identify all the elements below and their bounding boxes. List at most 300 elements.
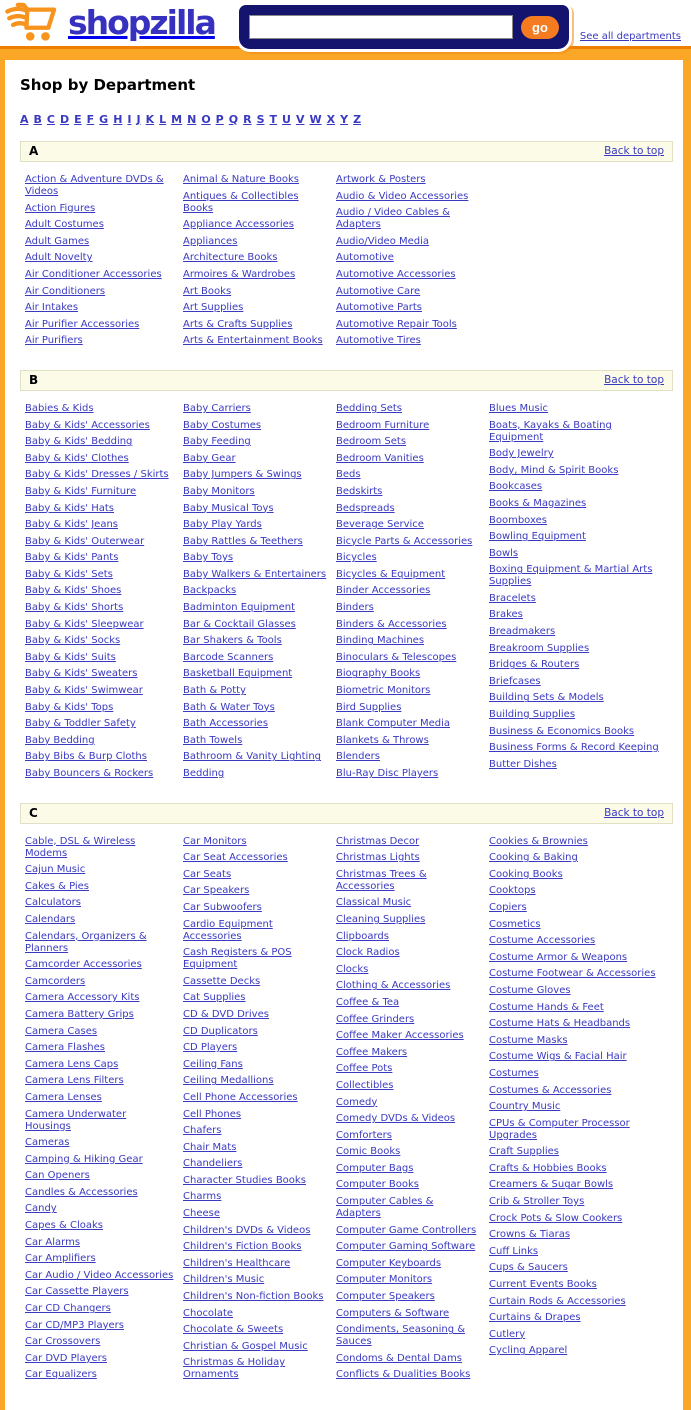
category-link[interactable]: Camera Lens Caps <box>25 1058 119 1070</box>
category-link[interactable]: Baby & Kids' Swimwear <box>25 685 143 697</box>
category-link[interactable]: Cable, DSL & Wireless Modems <box>25 835 136 859</box>
category-link[interactable]: Classical Music <box>336 897 412 909</box>
category-link[interactable]: Cooking Books <box>489 868 563 880</box>
category-link[interactable]: Baby Gear <box>183 452 236 464</box>
category-link[interactable]: Breakroom Supplies <box>489 642 590 654</box>
category-link[interactable]: Condiments, Seasoning & Sauces <box>336 1324 466 1348</box>
alphabet-link-R[interactable]: R <box>243 113 252 126</box>
alphabet-link-Q[interactable]: Q <box>228 113 239 126</box>
category-link[interactable]: Curtains & Drapes <box>489 1312 581 1324</box>
category-link[interactable]: Adult Novelty <box>25 252 93 264</box>
alphabet-link-M[interactable]: M <box>171 113 183 126</box>
category-link[interactable]: Audio & Video Accessories <box>336 190 469 202</box>
category-link[interactable]: Blank Computer Media <box>336 718 450 730</box>
category-link[interactable]: Camera Accessory Kits <box>25 992 140 1004</box>
category-link[interactable]: Chocolate <box>183 1307 234 1319</box>
section-columns <box>20 836 673 1386</box>
category-link[interactable]: Baby Musical Toys <box>183 502 274 514</box>
category-link[interactable]: Binding Machines <box>336 635 425 647</box>
category-link[interactable]: Crafts & Hobbies Books <box>489 1162 607 1174</box>
alphabet-link-P[interactable]: P <box>215 113 224 126</box>
alphabet-link-I[interactable]: I <box>127 113 132 126</box>
category-link[interactable]: Can Openers <box>25 1170 90 1182</box>
category-link[interactable]: Action Figures <box>25 202 96 214</box>
category-link[interactable]: Creamers & Sugar Bowls <box>489 1179 614 1191</box>
category-link[interactable]: Binders & Accessories <box>336 618 447 630</box>
category-link[interactable]: Cakes & Pies <box>25 880 90 892</box>
search-input[interactable] <box>249 15 513 39</box>
category-link[interactable]: Architecture Books <box>183 252 278 264</box>
category-link[interactable]: Camera Cases <box>25 1025 98 1037</box>
category-link[interactable]: Children's Music <box>183 1274 265 1286</box>
category-link[interactable]: Car CD Changers <box>25 1303 111 1315</box>
category-link[interactable]: Bath & Water Toys <box>183 701 275 713</box>
category-link[interactable]: Chair Mats <box>183 1141 237 1153</box>
category-link[interactable]: Books & Magazines <box>489 497 587 509</box>
category-link[interactable]: Car Seats <box>183 868 232 880</box>
category-link[interactable]: Christian & Gospel Music <box>183 1340 308 1352</box>
back-to-top-link[interactable]: Back to top <box>604 806 664 819</box>
category-link[interactable]: Camcorder Accessories <box>25 959 142 971</box>
category-link[interactable]: Beverage Service <box>336 519 424 531</box>
category-link[interactable]: Christmas & Holiday Ornaments <box>183 1357 286 1381</box>
category-link[interactable]: Baby Walkers & Entertainers <box>183 568 327 580</box>
category-link[interactable]: Brakes <box>489 609 523 621</box>
category-link[interactable]: Armoires & Wardrobes <box>183 268 296 280</box>
category-link[interactable]: Boats, Kayaks & Boating Equipment <box>489 419 612 443</box>
category-link[interactable]: Baby Costumes <box>183 419 262 431</box>
category-link[interactable]: Capes & Cloaks <box>25 1220 103 1232</box>
category-link[interactable]: Animal & Nature Books <box>183 174 299 185</box>
category-link[interactable]: Calculators <box>25 897 81 909</box>
category-link[interactable]: Crib & Stroller Toys <box>489 1196 585 1208</box>
category-link[interactable]: Bath Towels <box>183 734 243 746</box>
category-link[interactable]: Cell Phone Accessories <box>183 1091 298 1103</box>
category-link[interactable]: Craft Supplies <box>489 1146 559 1158</box>
shopzilla-logo[interactable] <box>4 2 215 44</box>
category-link[interactable]: Bicycle Parts & Accessories <box>336 535 473 547</box>
category-link[interactable]: Automotive Parts <box>336 302 422 314</box>
category-link[interactable]: CD & DVD Drives <box>183 1008 269 1020</box>
category-link[interactable]: Baby Play Yards <box>183 519 262 531</box>
section-header-bar <box>20 141 673 162</box>
alphabet-link-Y[interactable]: Y <box>340 113 349 126</box>
category-link[interactable]: Art Supplies <box>183 302 244 314</box>
alphabet-link-G[interactable]: G <box>99 113 109 126</box>
category-link[interactable]: Children's Fiction Books <box>183 1241 302 1253</box>
category-link[interactable]: Collectibles <box>336 1079 394 1091</box>
category-link[interactable]: Briefcases <box>489 675 541 687</box>
category-link[interactable]: Baby Jumpers & Swings <box>183 469 302 481</box>
category-link[interactable]: Cleaning Supplies <box>336 913 426 925</box>
category-link[interactable]: Automotive <box>336 252 394 264</box>
category-link[interactable]: Bowling Equipment <box>489 531 586 543</box>
category-link[interactable]: Character Studies Books <box>183 1174 306 1186</box>
category-link[interactable]: Cash Registers & POS Equipment <box>183 947 292 971</box>
category-link[interactable]: Car Audio / Video Accessories <box>25 1269 174 1281</box>
category-link[interactable]: Clothing & Accessories <box>336 980 451 992</box>
search-box <box>236 2 572 52</box>
category-link[interactable]: Bedding <box>183 768 225 779</box>
category-link[interactable]: Artwork & Posters <box>336 174 426 185</box>
section-letter: C <box>29 805 38 820</box>
category-link[interactable]: Building Supplies <box>489 709 576 721</box>
category-link[interactable]: Baby Bedding <box>25 734 95 746</box>
category-link[interactable]: Body, Mind & Spirit Books <box>489 464 619 476</box>
category-link[interactable]: Coffee Grinders <box>336 1013 415 1025</box>
category-link[interactable]: Art Books <box>183 285 232 297</box>
alphabet-link-L[interactable]: L <box>159 113 167 126</box>
alphabet-link-F[interactable]: F <box>86 113 95 126</box>
category-link[interactable]: Cuff Links <box>489 1245 539 1257</box>
section-header-bar <box>20 803 673 824</box>
category-link[interactable]: Baby Toys <box>183 552 234 564</box>
category-link[interactable]: Bath & Potty <box>183 685 246 697</box>
category-link[interactable]: Computer Game Controllers <box>336 1224 477 1236</box>
category-column <box>489 174 673 352</box>
category-link[interactable]: Clocks <box>336 963 369 975</box>
category-link[interactable]: Automotive Care <box>336 285 421 297</box>
category-link[interactable]: Camera Underwater Housings <box>25 1108 127 1132</box>
section-letter: A <box>29 144 39 158</box>
section-columns <box>20 174 673 352</box>
alphabet-link-A[interactable]: A <box>20 113 29 126</box>
category-link[interactable]: Cell Phones <box>183 1108 242 1120</box>
category-link[interactable]: Body Jewelry <box>489 448 554 460</box>
alphabet-link-N[interactable]: N <box>187 113 197 126</box>
category-link[interactable]: Air Purifiers <box>25 335 83 347</box>
category-link[interactable]: Ceiling Medallions <box>183 1075 274 1087</box>
category-link[interactable]: Coffee & Tea <box>336 996 400 1008</box>
category-link[interactable]: Bedroom Vanities <box>336 452 424 464</box>
category-link[interactable]: Car Speakers <box>183 885 250 897</box>
category-link[interactable]: Baby Bouncers & Rockers <box>25 768 154 779</box>
category-link[interactable]: Automotive Tires <box>336 335 421 347</box>
category-link[interactable]: Crock Pots & Slow Cookers <box>489 1212 623 1224</box>
category-link[interactable]: Cycling Apparel <box>489 1345 568 1357</box>
category-link[interactable]: Bookcases <box>489 481 543 493</box>
category-link[interactable]: Cajun Music <box>25 864 86 876</box>
category-link[interactable]: Air Purifier Accessories <box>25 318 140 330</box>
category-link[interactable]: Costume Masks <box>489 1034 568 1046</box>
category-link[interactable]: Car Crossovers <box>25 1336 101 1348</box>
department-section <box>20 803 673 1386</box>
category-link[interactable]: Costume Gloves <box>489 984 571 996</box>
category-link[interactable]: Audio/Video Media <box>336 235 430 247</box>
category-link[interactable]: Christmas Trees & Accessories <box>336 868 427 892</box>
category-column <box>336 403 489 785</box>
category-link[interactable]: Costumes & Accessories <box>489 1084 612 1096</box>
category-link[interactable]: Binder Accessories <box>336 585 431 597</box>
category-link[interactable]: Automotive Repair Tools <box>336 318 457 330</box>
category-link[interactable]: Cookies & Brownies <box>489 835 588 847</box>
category-column <box>489 836 673 1386</box>
category-link[interactable]: Bath Accessories <box>183 718 269 730</box>
category-link[interactable]: Costume Footwear & Accessories <box>489 968 656 980</box>
category-link[interactable]: Comforters <box>336 1129 392 1141</box>
category-link[interactable]: Camcorders <box>25 975 86 987</box>
category-link[interactable]: Car CD/MP3 Players <box>25 1319 124 1331</box>
category-link[interactable]: Car Amplifiers <box>25 1253 96 1265</box>
category-link[interactable]: Cooking & Baking <box>489 852 578 864</box>
category-link[interactable]: Car Subwoofers <box>183 901 262 913</box>
category-link[interactable]: Baby & Kids' Clothes <box>25 452 129 464</box>
back-to-top-link[interactable]: Back to top <box>604 145 664 157</box>
alphabet-link-O[interactable]: O <box>201 113 211 126</box>
category-link[interactable]: Computer Books <box>336 1179 419 1191</box>
category-link[interactable]: Crowns & Tiaras <box>489 1229 571 1241</box>
category-link[interactable]: Computer Gaming Software <box>336 1241 476 1253</box>
category-link[interactable]: Audio / Video Cables & Adapters <box>336 207 450 231</box>
alphabet-link-T[interactable]: T <box>269 113 278 126</box>
category-link[interactable]: Computer Keyboards <box>336 1257 442 1269</box>
category-link[interactable]: Baby Bibs & Burp Cloths <box>25 751 147 763</box>
departments-list <box>20 141 673 1386</box>
category-link[interactable]: Children's Non-fiction Books <box>183 1291 324 1303</box>
alphabet-link-K[interactable]: K <box>145 113 155 126</box>
category-link[interactable]: Biography Books <box>336 668 421 680</box>
section-header-bar <box>20 370 673 391</box>
category-link[interactable]: Bedroom Furniture <box>336 419 430 431</box>
category-column <box>183 403 336 785</box>
category-link[interactable]: Beds <box>336 469 361 481</box>
category-link[interactable]: Baby & Kids' Furniture <box>25 485 137 497</box>
category-link[interactable]: Bridges & Routers <box>489 659 580 671</box>
category-link[interactable]: Business & Economics Books <box>489 725 635 737</box>
category-link[interactable]: Cheese <box>183 1208 220 1220</box>
category-link[interactable]: Copiers <box>489 901 527 913</box>
category-link[interactable]: Baby & Kids' Suits <box>25 651 116 663</box>
category-link[interactable]: Charms <box>183 1191 222 1203</box>
category-link[interactable]: Computers & Software <box>336 1307 450 1319</box>
category-link[interactable]: Barcode Scanners <box>183 651 274 663</box>
category-link[interactable]: Baby & Kids' Socks <box>25 635 121 647</box>
category-link[interactable]: Cat Supplies <box>183 992 246 1004</box>
category-link[interactable]: Camera Lenses <box>25 1091 102 1103</box>
category-link[interactable]: Bracelets <box>489 592 536 604</box>
category-link[interactable]: Conflicts & Dualities Books <box>336 1369 471 1381</box>
category-column <box>25 403 183 785</box>
category-link[interactable]: Cassette Decks <box>183 975 261 987</box>
category-link[interactable]: Costume Armor & Weapons <box>489 951 628 963</box>
category-link[interactable]: Chocolate & Sweets <box>183 1324 284 1336</box>
category-link[interactable]: Bedskirts <box>336 485 383 497</box>
category-link[interactable]: Boomboxes <box>489 514 547 526</box>
category-link[interactable]: Binoculars & Telescopes <box>336 651 457 663</box>
back-to-top-link[interactable]: Back to top <box>604 373 664 386</box>
category-link[interactable]: Baby & Kids' Tops <box>25 701 114 713</box>
category-link[interactable]: Air Conditioners <box>25 285 106 297</box>
category-link[interactable]: Action & Adventure DVDs & Videos <box>25 174 164 197</box>
category-link[interactable]: Car DVD Players <box>25 1352 107 1364</box>
category-link[interactable]: Baby & Kids' Sweaters <box>25 668 138 680</box>
see-all-departments-link[interactable]: See all departments <box>579 31 681 42</box>
category-link[interactable]: Computer Bags <box>336 1162 414 1174</box>
category-link[interactable]: Backpacks <box>183 585 237 597</box>
category-link[interactable]: Bird Supplies <box>336 701 402 713</box>
category-link[interactable]: Bowls <box>489 547 519 559</box>
category-link[interactable]: Comedy <box>336 1096 378 1108</box>
alphabet-link-H[interactable]: H <box>113 113 123 126</box>
category-link[interactable]: Baby Feeding <box>183 436 251 448</box>
category-link[interactable]: Baby Rattles & Teethers <box>183 535 303 547</box>
category-link[interactable]: Boxing Equipment & Martial Arts Supplies <box>489 564 653 588</box>
category-link[interactable]: Calendars, Organizers & Planners <box>25 930 147 954</box>
category-link[interactable]: Baby Monitors <box>183 485 255 497</box>
category-link[interactable]: Air Intakes <box>25 302 79 314</box>
category-link[interactable]: Baby & Kids' Jeans <box>25 519 119 531</box>
category-link[interactable]: Binders <box>336 602 374 614</box>
category-link[interactable]: Car Equalizers <box>25 1369 97 1381</box>
category-link[interactable]: Baby & Kids' Shoes <box>25 585 122 597</box>
flaming-cart-icon <box>4 2 66 44</box>
category-link[interactable]: Bicycles & Equipment <box>336 568 446 580</box>
category-link[interactable]: Baby & Kids' Bedding <box>25 436 133 448</box>
category-link[interactable]: Curtain Rods & Accessories <box>489 1295 626 1307</box>
category-link[interactable]: Camera Battery Grips <box>25 1008 134 1020</box>
category-link[interactable]: Cameras <box>25 1137 70 1149</box>
category-link[interactable]: Baby & Kids' Sleepwear <box>25 618 144 630</box>
category-link[interactable]: Costumes <box>489 1067 539 1079</box>
category-link[interactable]: Adult Costumes <box>25 219 104 231</box>
category-link[interactable]: Candy <box>25 1203 57 1215</box>
category-link[interactable]: Camera Flashes <box>25 1042 105 1054</box>
alphabet-link-E[interactable]: E <box>74 113 82 126</box>
alphabet-link-D[interactable]: D <box>59 113 70 126</box>
category-link[interactable]: Camping & Hiking Gear <box>25 1153 143 1165</box>
category-link[interactable]: Coffee Pots <box>336 1063 393 1075</box>
category-link[interactable]: Cardio Equipment Accessories <box>183 918 273 942</box>
category-link[interactable]: Baby & Kids' Pants <box>25 552 119 564</box>
category-link[interactable]: Costume Wigs & Facial Hair <box>489 1051 627 1063</box>
category-link[interactable]: Blankets & Throws <box>336 734 429 746</box>
category-link[interactable]: Comic Books <box>336 1146 401 1158</box>
category-link[interactable]: Automotive Accessories <box>336 268 456 280</box>
category-link[interactable]: Bedding Sets <box>336 402 402 414</box>
alphabet-link-J[interactable]: J <box>136 113 141 126</box>
category-link[interactable]: Building Sets & Models <box>489 692 604 704</box>
category-link[interactable]: Computer Speakers <box>336 1291 435 1303</box>
category-link[interactable]: CD Players <box>183 1042 238 1054</box>
category-link[interactable]: Butter Dishes <box>489 758 557 770</box>
page-title: Shop by Department <box>20 76 196 94</box>
category-link[interactable]: Children's Healthcare <box>183 1257 291 1269</box>
department-section <box>20 141 673 352</box>
category-column <box>25 174 183 352</box>
category-link[interactable]: Baby & Kids' Sets <box>25 568 113 580</box>
category-link[interactable]: Costume Accessories <box>489 935 596 947</box>
category-link[interactable]: Business Forms & Record Keeping <box>489 742 659 754</box>
category-link[interactable]: Babies & Kids <box>25 402 94 414</box>
category-link[interactable]: Computer Cables & Adapters <box>336 1196 434 1220</box>
logo-wordmark: shopzilla <box>68 3 215 42</box>
category-link[interactable]: Baby & Kids' Accessories <box>25 419 150 431</box>
category-link[interactable]: Cooktops <box>489 885 536 897</box>
category-link[interactable]: Car Monitors <box>183 835 247 847</box>
category-link[interactable]: Cosmetics <box>489 918 541 930</box>
alphabet-link-B[interactable]: B <box>33 113 42 126</box>
category-link[interactable]: Baby & Kids' Hats <box>25 502 115 514</box>
category-link[interactable]: Christmas Decor <box>336 835 420 847</box>
category-link[interactable]: Blenders <box>336 751 380 763</box>
category-link[interactable]: Breadmakers <box>489 626 556 638</box>
category-link[interactable]: Appliances <box>183 235 238 247</box>
alphabet-link-Z[interactable]: Z <box>353 113 362 126</box>
alphabet-link-S[interactable]: S <box>256 113 265 126</box>
category-link[interactable]: Blues Music <box>489 402 548 414</box>
category-link[interactable]: Car Alarms <box>25 1236 81 1248</box>
section-columns <box>20 403 673 785</box>
search-go-button[interactable]: go <box>521 16 559 39</box>
category-link[interactable]: Coffee Makers <box>336 1046 408 1058</box>
category-link[interactable]: Bar Shakers & Tools <box>183 635 282 647</box>
category-link[interactable]: Comedy DVDs & Videos <box>336 1113 456 1125</box>
category-link[interactable]: CPUs & Computer Processor Upgrades <box>489 1117 630 1141</box>
category-link[interactable]: Arts & Entertainment Books <box>183 335 323 347</box>
category-link[interactable]: Bathroom & Vanity Lighting <box>183 751 322 763</box>
category-link[interactable]: Costume Hands & Feet <box>489 1001 604 1013</box>
category-link[interactable]: Bicycles <box>336 552 377 564</box>
category-link[interactable]: Clipboards <box>336 930 389 942</box>
category-link[interactable]: Candles & Accessories <box>25 1186 138 1198</box>
category-link[interactable]: Christmas Lights <box>336 852 420 864</box>
category-link[interactable]: Condoms & Dental Dams <box>336 1352 462 1364</box>
category-link[interactable]: Baby & Toddler Safety <box>25 718 136 730</box>
category-link[interactable]: Cutlery <box>489 1328 526 1340</box>
category-link[interactable]: Baby & Kids' Outerwear <box>25 535 145 547</box>
category-link[interactable]: Bedroom Sets <box>336 436 407 448</box>
category-link[interactable]: Clock Radios <box>336 947 400 959</box>
category-link[interactable]: Chafers <box>183 1125 222 1137</box>
category-link[interactable]: Ceiling Fans <box>183 1058 243 1070</box>
category-link[interactable]: Current Events Books <box>489 1279 597 1291</box>
category-link[interactable]: Computer Monitors <box>336 1274 433 1286</box>
category-link[interactable]: Biometric Monitors <box>336 685 431 697</box>
category-link[interactable]: Car Seat Accessories <box>183 852 288 864</box>
category-link[interactable]: Badminton Equipment <box>183 602 296 614</box>
alphabet-link-W[interactable]: W <box>309 113 322 126</box>
category-link[interactable]: Baby & Kids' Dresses / Skirts <box>25 469 169 481</box>
alphabet-link-V[interactable]: V <box>295 113 305 126</box>
category-link[interactable]: Blu-Ray Disc Players <box>336 768 439 779</box>
category-link[interactable]: Arts & Crafts Supplies <box>183 318 293 330</box>
category-link[interactable]: Bedspreads <box>336 502 395 514</box>
category-link[interactable]: Costume Hats & Headbands <box>489 1018 631 1030</box>
alphabet-link-U[interactable]: U <box>282 113 291 126</box>
category-link[interactable]: Car Cassette Players <box>25 1286 129 1298</box>
category-link[interactable]: Camera Lens Filters <box>25 1075 124 1087</box>
alphabet-link-C[interactable]: C <box>46 113 55 126</box>
category-column <box>25 836 183 1386</box>
category-link[interactable]: Appliance Accessories <box>183 219 294 231</box>
category-column <box>183 174 336 352</box>
category-link[interactable]: Baby & Kids' Shorts <box>25 602 124 614</box>
category-link[interactable]: Bar & Cocktail Glasses <box>183 618 296 630</box>
category-link[interactable]: CD Duplicators <box>183 1025 258 1037</box>
alphabet-link-X[interactable]: X <box>326 113 336 126</box>
category-link[interactable]: Antiques & Collectibles Books <box>183 190 299 214</box>
category-link[interactable]: Chandeliers <box>183 1158 243 1170</box>
category-link[interactable]: Children's DVDs & Videos <box>183 1224 311 1236</box>
category-link[interactable]: Coffee Maker Accessories <box>336 1030 464 1042</box>
category-link[interactable]: Calendars <box>25 913 76 925</box>
category-link[interactable]: Adult Games <box>25 235 90 247</box>
category-link[interactable]: Air Conditioner Accessories <box>25 268 162 280</box>
category-link[interactable]: Cups & Saucers <box>489 1262 568 1274</box>
category-link[interactable]: Basketball Equipment <box>183 668 293 680</box>
category-link[interactable]: Country Music <box>489 1101 561 1113</box>
category-link[interactable]: Baby Carriers <box>183 402 251 414</box>
